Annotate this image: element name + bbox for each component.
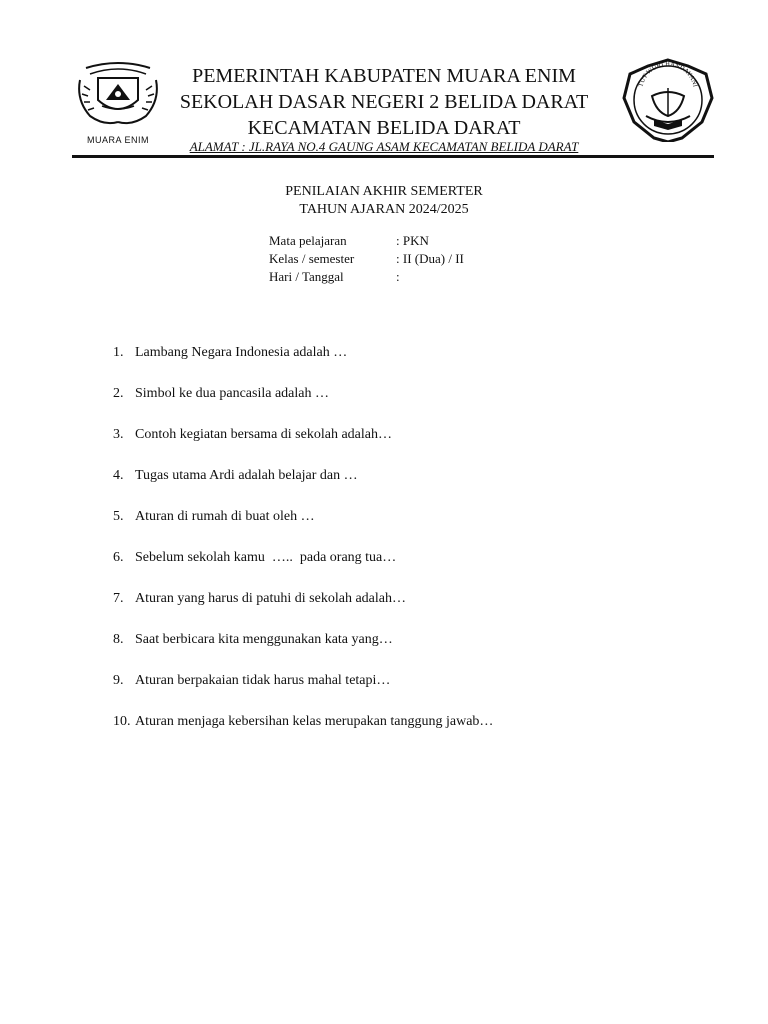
question-number: 3. (113, 427, 124, 442)
info-value-date: : (396, 269, 400, 284)
question-text: Aturan di rumah di buat oleh … (135, 509, 315, 524)
question-item (113, 509, 315, 525)
header-address: ALAMAT : JL.RAYA NO.4 GAUNG ASAM KECAMATAN BELIDA DARAT (189, 139, 579, 154)
question-text: Simbol ke dua pancasila adalah … (135, 386, 329, 401)
question-item (113, 550, 396, 566)
header-school: SEKOLAH DASAR NEGERI 2 BELIDA DARAT (179, 91, 589, 113)
question-number: 1. (113, 345, 124, 360)
info-value-class: : II (Dua) / II (396, 251, 464, 266)
question-text: Tugas utama Ardi adalah belajar dan … (135, 468, 358, 483)
question-item (113, 714, 493, 730)
question-number: 6. (113, 550, 124, 565)
question-text: Aturan berpakaian tidak harus mahal tetapi… (135, 673, 391, 688)
question-text: Saat berbicara kita menggunakan kata yang… (135, 632, 393, 647)
question-item (113, 632, 393, 648)
question-number: 2. (113, 386, 124, 401)
question-text: Aturan menjaga kebersihan kelas merupakan tanggung jawab… (135, 714, 494, 729)
question-item (113, 386, 329, 402)
question-item (113, 673, 390, 689)
info-label-subject: Mata pelajaran (269, 233, 347, 248)
header-divider (72, 155, 714, 158)
logo-caption: MUARA ENIM (86, 135, 149, 145)
question-number: 4. (113, 468, 124, 483)
question-item (113, 468, 358, 484)
info-label-date: Hari / Tanggal (269, 269, 344, 284)
question-text: Lambang Negara Indonesia adalah … (135, 345, 348, 360)
question-number: 7. (113, 591, 124, 606)
question-number: 9. (113, 673, 124, 688)
question-number: 5. (113, 509, 124, 524)
header-government: PEMERINTAH KABUPATEN MUARA ENIM (192, 65, 576, 87)
question-text: Contoh kegiatan bersama di sekolah adalah… (135, 427, 392, 442)
question-text: Sebelum sekolah kamu ….. pada orang tua… (135, 550, 397, 565)
question-text: Aturan yang harus di patuhi di sekolah adalah… (135, 591, 406, 606)
exam-year: TAHUN AJARAN 2024/2025 (299, 202, 469, 217)
question-item (113, 427, 392, 443)
question-item (113, 345, 347, 361)
question-number: 10. (113, 714, 131, 729)
question-number: 8. (113, 632, 124, 647)
exam-title: PENILAIAN AKHIR SEMERTER (285, 184, 483, 199)
info-value-subject: : PKN (396, 233, 429, 248)
info-label-class: Kelas / semester (269, 251, 355, 266)
header-district: KECAMATAN BELIDA DARAT (247, 117, 521, 139)
logo-motto: TUT WURI HANDAYANI (637, 60, 699, 88)
question-item (113, 591, 406, 607)
